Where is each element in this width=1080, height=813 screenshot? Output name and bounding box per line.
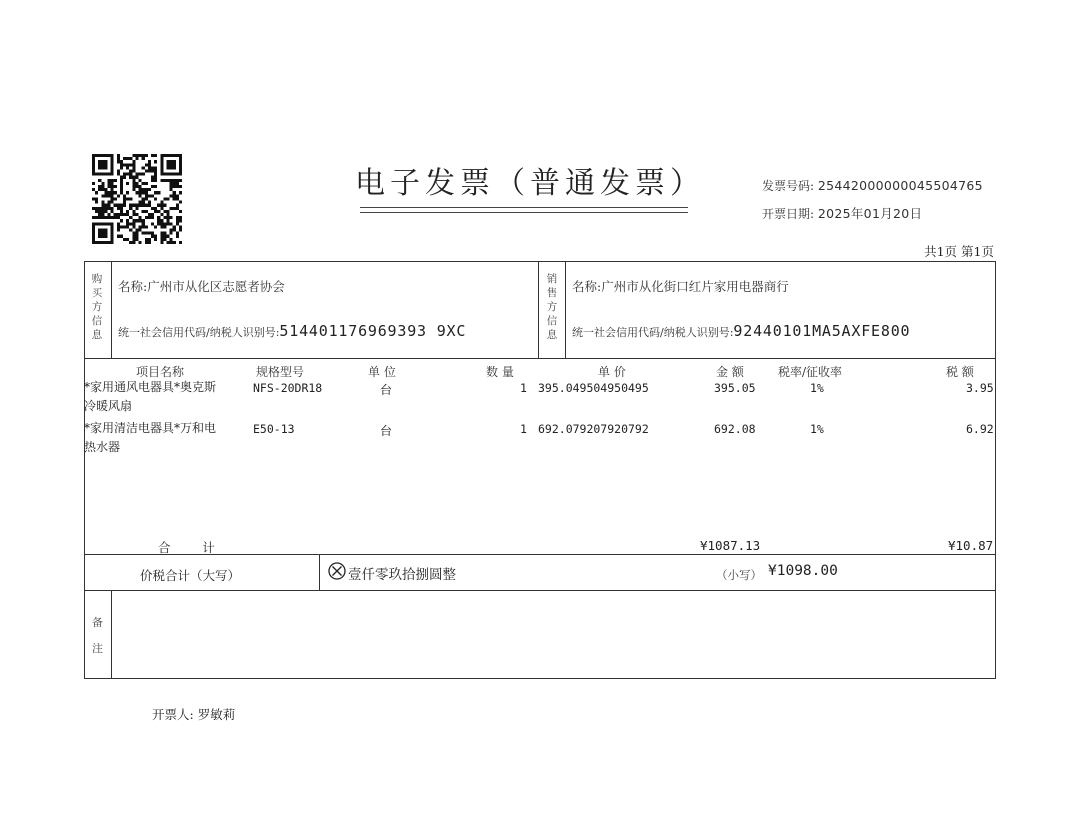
row-spec: E50-13 [253,422,295,436]
row-item-name-cont: 热水器 [84,440,121,454]
header-tax: 税 额 [946,365,974,379]
seller-code-value: 92440101MA5AXFE800 [733,322,911,340]
row-price: 395.049504950495 [538,381,649,395]
header-qty: 数 量 [486,365,514,379]
total-label: 合 计 [158,540,215,555]
issuer [152,705,235,723]
buyer-label-divider [111,262,112,358]
seller-side-char: 销 [546,273,558,285]
buyer-name-label: 名称: [118,279,148,294]
invoice-title: 电子发票（普通发票） [355,166,705,201]
header-spec: 规格型号 [256,365,305,379]
header-rate: 税率/征收率 [778,365,843,379]
buyer-code-value: 514401176969393 9XC [279,322,467,340]
total-tax: ¥10.87 [948,538,994,553]
table-row [84,419,254,457]
buyer-code-label: 统一社会信用代码/纳税人识别号: [118,326,280,339]
buyer-side-char: 方 [91,301,103,313]
issuer-label: 开票人: [152,707,194,722]
total-row-divider [85,554,995,555]
seller-name-label: 名称: [572,279,602,294]
buyer-name [118,277,285,295]
row-tax: 3.95 [966,381,994,395]
header-amount: 金 额 [716,365,744,379]
invoice-date [762,204,922,222]
buyer-code [118,322,466,340]
row-spec: NFS-20DR18 [253,381,323,395]
buyer-side-label [87,272,107,342]
header-unit: 单 位 [368,365,396,379]
row-amount: 692.08 [714,422,756,436]
title-underline-bottom [360,212,688,213]
buyer-side-char: 购 [91,273,103,285]
seller-side-char: 信 [546,315,558,327]
party-row-divider [85,358,995,359]
seller-side-char: 售 [546,287,558,299]
row-item-name: *家用清洁电器具*万和电 [84,421,217,435]
row-rate: 1% [810,381,824,395]
seller-side-char: 方 [546,301,558,313]
table-row [84,378,254,416]
grand-total-words: 壹仟零玖拾捌圆整 [348,567,456,583]
row-tax: 6.92 [966,422,994,436]
seller-code-label: 统一社会信用代码/纳税人识别号: [572,326,734,339]
remarks-label-divider [111,590,112,678]
buyer-side-char: 信 [91,315,103,327]
invoice-number-label: 发票号码: [762,179,815,193]
row-qty: 1 [520,381,527,395]
remarks-label-1: 备 [92,616,103,629]
header-price: 单 价 [598,365,626,379]
grand-total-small-label: （小写） [716,568,762,582]
grand-total-small-value: ¥1098.00 [768,563,838,579]
grand-total-label: 价税合计（大写） [140,568,241,583]
seller-label-divider [565,262,566,358]
total-amount: ¥1087.13 [700,538,761,553]
row-unit: 台 [380,424,393,438]
seller-name-value: 广州市从化街口红片家用电器商行 [601,279,789,294]
qr-code [92,154,182,244]
buyer-side-char: 买 [91,287,103,299]
buyer-side-char: 息 [91,329,103,341]
seller-side-label [542,272,562,342]
invoice-number-value: 25442000000045504765 [817,178,983,193]
seller-name [572,277,789,295]
invoice-date-value: 2025年01月20日 [817,206,923,221]
seller-code [572,322,910,340]
invoice-number [762,177,983,194]
row-rate: 1% [810,422,824,436]
row-unit: 台 [380,383,393,397]
row-item-name: *家用通风电器具*奥克斯 [84,380,217,394]
remarks-label-2: 注 [92,642,103,655]
grand-total-divider [85,590,995,591]
seller-side-char: 息 [546,329,558,341]
grand-total-label-divider [319,554,320,590]
invoice-date-label: 开票日期: [762,207,815,221]
row-item-name-cont: 冷暖风扇 [84,399,133,413]
title-underline-top [360,207,688,208]
row-price: 692.079207920792 [538,422,649,436]
issuer-name: 罗敏莉 [197,707,236,722]
circled-x-icon [328,562,346,580]
row-amount: 395.05 [714,381,756,395]
party-center-divider [538,262,539,358]
row-qty: 1 [520,422,527,436]
buyer-name-value: 广州市从化区志愿者协会 [147,279,285,294]
header-item: 项目名称 [136,365,185,379]
page-count: 共1页 第1页 [924,244,994,259]
